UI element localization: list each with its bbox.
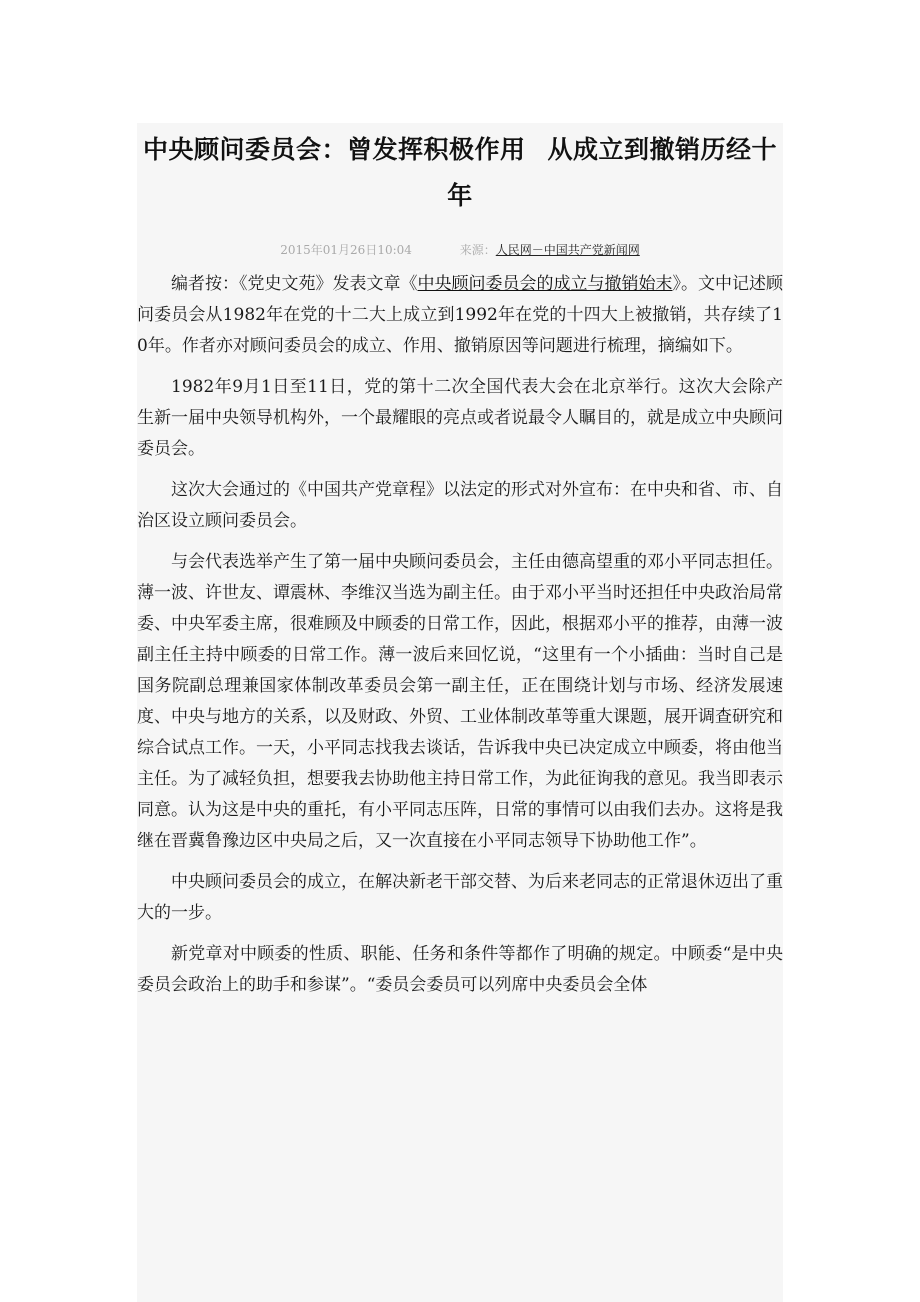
paragraph-election: 与会代表选举产生了第一届中央顾问委员会，主任由德高望重的邓小平同志担任。薄一波、许世友、谭震林、李维汉当选为副主任。由于邓小平当时还担任中央政治局常委、中央军委主席，很难顾及中顾委的日常工作，因此，根据邓小平的推荐，由薄一波副主任主持中顾委的日常工作。薄一波后来回忆说，“这里有一个小插曲：当时自己是国务院副总理兼国家体制改革委员会第一副主任，正在围绕计划与市场、经济发展速度、中央与地方的关系，以及财政、外贸、工业体制改革等重大课题，展开调查研究和综合试点工作。一天，小平同志找我去谈话，告诉我中央已决定成立中顾委，将由他当主任。为了减轻负担，想要我去协助他主持日常工作，为此征询我的意见。我当即表示同意。认为这是中央的重托，有小平同志压阵，日常的事情可以由我们去办。这将是我继在晋冀鲁豫边区中央局之后，又一次直接在小平同志领导下协助他工作”。 xyxy=(137,552,783,851)
paragraph-new-constitution: 新党章对中顾委的性质、职能、任务和条件等都作了明确的规定。中顾委“是中央委员会政治上的助手和参谋”。“委员会委员可以列席中央委员会全体 xyxy=(137,944,783,995)
paragraph-significance: 中央顾问委员会的成立，在解决新老干部交替、为后来老同志的正常退休迈出了重大的一步。 xyxy=(137,872,783,923)
article-container xyxy=(137,123,783,1302)
title-part-1: 中央顾问委员会：曾发挥积极作用 xyxy=(142,135,526,164)
editor-note-paragraph xyxy=(137,269,783,362)
article-meta xyxy=(137,241,783,259)
paragraph-congress: 1982年9月1日至11日，党的第十二次全国代表大会在北京举行。这次大会除产生新一届中央领导机构外，一个最耀眼的亮点或者说最令人瞩目的，就是成立中央顾问委员会。 xyxy=(137,377,783,459)
editor-note-text-2: 》。文中记述顾问委员会从1982年在党的十二大上成立到1992年在党的十四大上被撤销，共存续了10年。作者亦对顾问委员会的成立、作用、撤销原因等问题进行梳理，摘编如下。 xyxy=(137,274,783,356)
publish-date: 2015年01月26日10:04 xyxy=(280,243,412,257)
source-label: 来源： xyxy=(459,243,496,257)
title-part-2: 从成立到撤销历经十年 xyxy=(447,135,778,210)
source-link[interactable]: 人民网－中国共产党新闻网 xyxy=(495,243,640,257)
paragraph-constitution: 这次大会通过的《中国共产党章程》以法定的形式对外宣布：在中央和省、市、自治区设立顾问委员会。 xyxy=(137,480,783,531)
editor-note-text-1: 编者按：《党史文苑》发表文章《 xyxy=(171,274,418,294)
referenced-article-link[interactable]: 中央顾问委员会的成立与撤销始末 xyxy=(417,274,673,294)
article-title xyxy=(137,123,783,219)
article-body xyxy=(137,269,783,1001)
